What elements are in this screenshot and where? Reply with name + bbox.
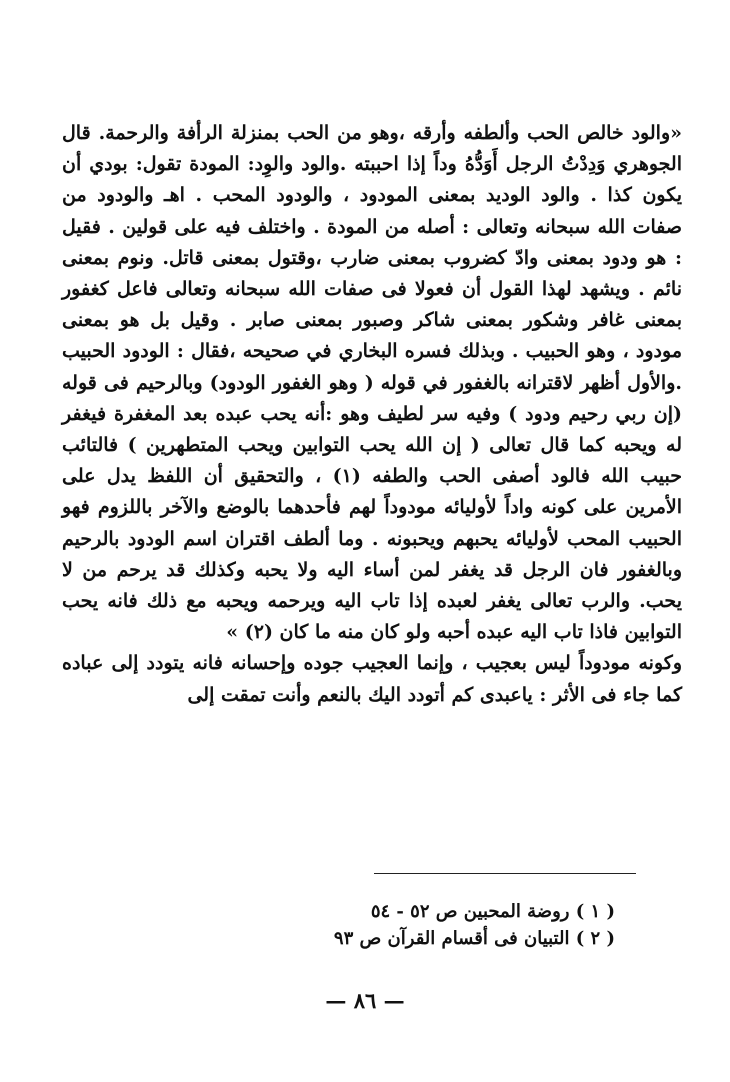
footnote-separator <box>374 873 636 874</box>
footnote-2: ( ٢ ) التبيان فى أقسام القرآن ص ٩٣ <box>333 928 615 949</box>
second-paragraph: وكونه مودوداً ليس بعجيب ، وإنما العجيب جوده وإحسانه فانه يتودد إلى عباده كما جاء فى الأثر : ياعبدى كم أتودد اليك بالنعم وأنت تمقت إلى <box>62 652 682 706</box>
footnote-1: ( ١ ) روضة المحبين ص ٥٢ - ٥٤ <box>370 901 615 922</box>
main-text <box>62 118 682 711</box>
footnotes <box>285 898 615 952</box>
quoted-passage: «والود خالص الحب وألطفه وأرقه ،وهو من الحب بمنزلة الرأفة والرحمة. قال الجوهري وَدِدْتُ الرجل أَوَدُّهُ وداً إذا احببته .والود والوِد: المودة تقول: بودي أن يكون كذا . والود الوديد بمعنى المودود ، والودود المحب . اهـ والودود من صفات الله سبحانه وتعالى : أصله من المودة . واختلف فيه على قولين . فقيل : هو ودود بمعنى وادّ كضروب بمعنى ضارب ،وقتول بمعنى قاتل. ونوم بمعنى نائم . ويشهد لهذا القول أن فعولا فى صفات الله سبحانه وتعالى فاعل كغفور بمعنى غافر وشكور بمعنى شاكر وصبور بمعنى صابر . وقيل بل هو بمعنى مودود ، وهو الحبيب . وبذلك فسره البخاري في صحيحه ،فقال : الودود الحبيب .والأول أظهر لاقترانه بالغفور في قوله ( وهو الغفور الودود) وبالرحيم فى قوله (إن ربي رحيم ودود ) وفيه سر لطيف وهو :أنه يحب عبده بعد المغفرة فيغفر له ويحبه كما قال تعالى ( إن الله يحب التوابين ويحب المتطهرين ) فالتائب حبيب الله فالود أصفى الحب والطفه (١) ، والتحقيق أن اللفظ يدل على الأمرين على كونه واداً لأوليائه مودوداً لهم فأحدهما بالوضع والآخر باللزوم فهو الحبيب المحب لأوليائه يحبهم ويحبونه . وما ألطف اقتران اسم الودود بالرحيم وبالغفور فان الرجل قد يغفر لمن أساء اليه ولا يحبه وكذلك قد يرحم من لا يحب. والرب تعالى يغفر لعبده إذا تاب اليه ويرحمه ويحبه مع ذلك فانه يحب التوابين فاذا تاب اليه عبده أحبه ولو كان منه ما كان (٢) » <box>62 122 682 644</box>
page-number: — ٨٦ — <box>325 988 405 1013</box>
